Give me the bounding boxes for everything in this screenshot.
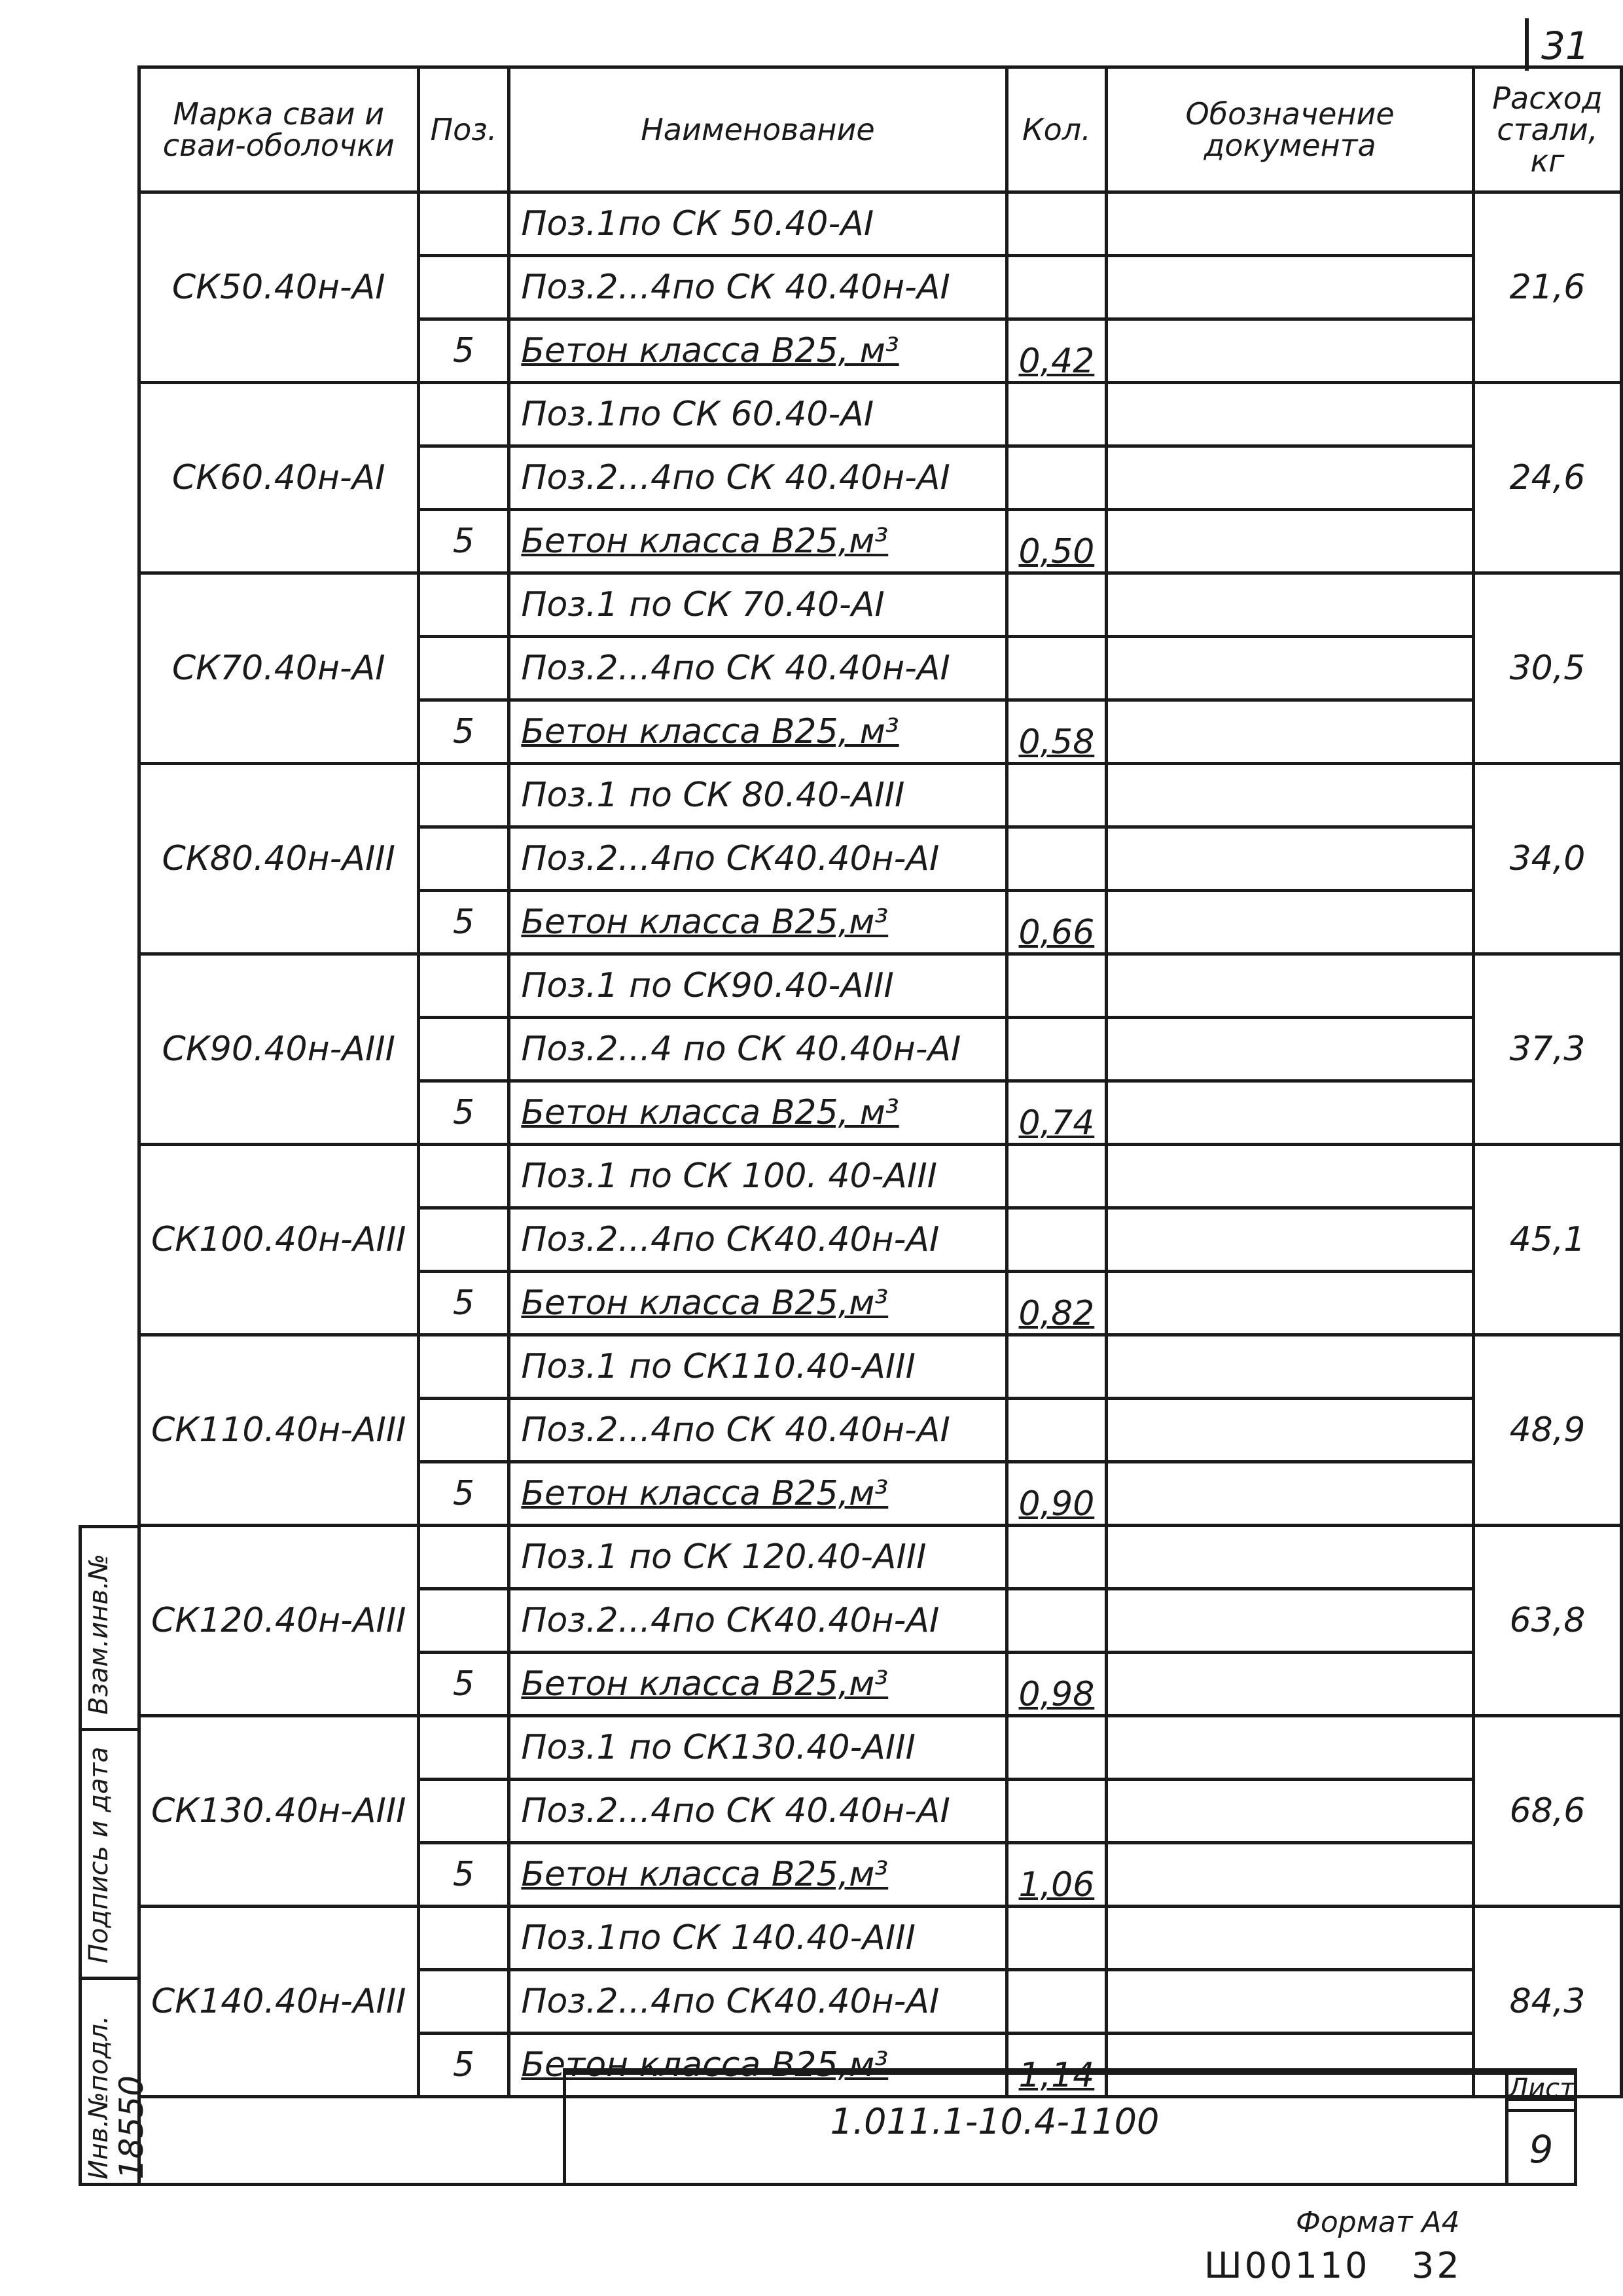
quantity-cell: 0,42	[1007, 319, 1107, 383]
header-brand: Марка сваи и сваи-оболочки	[139, 67, 419, 192]
quantity-cell	[1007, 637, 1107, 700]
document-cell	[1107, 1145, 1474, 1208]
margin-inv-label: Инв.№подл.	[84, 2015, 114, 2179]
quantity-cell	[1007, 1208, 1107, 1272]
table-row	[139, 383, 1622, 446]
document-cell	[1107, 510, 1474, 573]
quantity-cell	[1007, 1907, 1107, 1970]
position-cell: 5	[418, 1272, 509, 1335]
position-cell	[418, 383, 509, 446]
table-row	[139, 1716, 1622, 1780]
name-cell: Бетон класса В25, м³	[509, 1081, 1007, 1145]
name-cell: Поз.2...4по СК40.40н-АI	[509, 1589, 1007, 1653]
name-cell: Поз.2...4по СК 40.40н-АI	[509, 1780, 1007, 1843]
document-cell	[1107, 637, 1474, 700]
document-cell	[1107, 1081, 1474, 1145]
name-cell: Бетон класса В25,м³	[509, 1462, 1007, 1526]
pile-brand: СК120.40н-АIII	[139, 1526, 419, 1716]
position-cell	[418, 1208, 509, 1272]
name-cell: Бетон класса В25,м³	[509, 510, 1007, 573]
sheet-number-top: 31	[1541, 24, 1590, 68]
steel-consumption: 21,6	[1473, 192, 1621, 383]
quantity-cell	[1007, 1780, 1107, 1843]
document-cell	[1107, 192, 1474, 256]
pile-brand: СК140.40н-АIII	[139, 1907, 419, 2097]
position-cell: 5	[418, 2034, 509, 2097]
table-header-row	[139, 67, 1622, 192]
steel-consumption: 63,8	[1473, 1526, 1621, 1716]
pile-brand: СК90.40н-АIII	[139, 954, 419, 1145]
position-cell	[418, 827, 509, 891]
name-cell: Поз.2...4по СК40.40н-АI	[509, 827, 1007, 891]
quantity-cell	[1007, 1335, 1107, 1399]
document-cell	[1107, 573, 1474, 637]
quantity-cell: 1,06	[1007, 1843, 1107, 1907]
name-cell: Бетон класса В25,м³	[509, 1653, 1007, 1716]
quantity-cell: 0,90	[1007, 1462, 1107, 1526]
table-row	[139, 764, 1622, 827]
position-cell	[418, 1716, 509, 1780]
steel-consumption: 30,5	[1473, 573, 1621, 764]
name-cell: Поз.1 по СК 70.40-АI	[509, 573, 1007, 637]
document-cell	[1107, 954, 1474, 1018]
document-cell	[1107, 1208, 1474, 1272]
name-cell: Поз.2...4 по СК 40.40н-АI	[509, 1018, 1007, 1081]
name-cell: Бетон класса В25,м³	[509, 1843, 1007, 1907]
document-cell	[1107, 319, 1474, 383]
document-cell	[1107, 1399, 1474, 1462]
name-cell: Поз.2...4по СК 40.40н-АI	[509, 1399, 1007, 1462]
sheet-label: Лист	[1508, 2073, 1575, 2104]
position-cell: 5	[418, 510, 509, 573]
table-row	[139, 954, 1622, 1018]
quantity-cell	[1007, 1018, 1107, 1081]
position-cell: 5	[418, 891, 509, 954]
document-cell	[1107, 700, 1474, 764]
steel-consumption: 37,3	[1473, 954, 1621, 1145]
name-cell: Поз.2...4по СК40.40н-АI	[509, 1208, 1007, 1272]
paper-format: Формат А4	[1296, 2206, 1460, 2239]
document-cell	[1107, 446, 1474, 510]
quantity-cell	[1007, 446, 1107, 510]
table-row	[139, 1526, 1622, 1589]
position-cell	[418, 1335, 509, 1399]
sheet-value: 9	[1529, 2127, 1554, 2172]
quantity-cell: 0,66	[1007, 891, 1107, 954]
steel-consumption: 68,6	[1473, 1716, 1621, 1907]
header-poz: Поз.	[418, 67, 509, 192]
name-cell: Поз.1 по СК 100. 40-АIII	[509, 1145, 1007, 1208]
quantity-cell	[1007, 1716, 1107, 1780]
footer-code	[1204, 2245, 1462, 2286]
document-cell	[1107, 256, 1474, 319]
position-cell: 5	[418, 1653, 509, 1716]
document-cell	[1107, 891, 1474, 954]
name-cell: Бетон класса В25,м³	[509, 2034, 1007, 2097]
quantity-cell: 0,82	[1007, 1272, 1107, 1335]
quantity-cell: 0,58	[1007, 700, 1107, 764]
quantity-cell: 0,98	[1007, 1653, 1107, 1716]
quantity-cell	[1007, 1589, 1107, 1653]
name-cell: Бетон класса В25,м³	[509, 1272, 1007, 1335]
position-cell	[418, 1145, 509, 1208]
document-cell	[1107, 383, 1474, 446]
name-cell: Поз.1по СК 50.40-АI	[509, 192, 1007, 256]
steel-consumption: 34,0	[1473, 764, 1621, 954]
table-row	[139, 192, 1622, 256]
name-cell: Бетон класса В25,м³	[509, 891, 1007, 954]
steel-consumption: 48,9	[1473, 1335, 1621, 1526]
steel-consumption: 24,6	[1473, 383, 1621, 573]
table-row	[139, 1907, 1622, 1970]
quantity-cell	[1007, 764, 1107, 827]
position-cell	[418, 573, 509, 637]
position-cell	[418, 1589, 509, 1653]
margin-inv-number: 18550	[113, 2075, 151, 2179]
document-cell	[1107, 1589, 1474, 1653]
position-cell: 5	[418, 1081, 509, 1145]
quantity-cell: 1,14	[1007, 2034, 1107, 2097]
position-cell	[418, 1970, 509, 2034]
position-cell: 5	[418, 700, 509, 764]
document-cell	[1107, 1018, 1474, 1081]
position-cell	[418, 1018, 509, 1081]
pile-brand: СК80.40н-АIII	[139, 764, 419, 954]
header-name: Наименование	[509, 67, 1007, 192]
quantity-cell	[1007, 383, 1107, 446]
sheet-divider	[1505, 2109, 1577, 2112]
document-cell	[1107, 1970, 1474, 2034]
steel-consumption: 84,3	[1473, 1907, 1621, 2097]
position-cell: 5	[418, 1462, 509, 1526]
name-cell: Бетон класса В25, м³	[509, 700, 1007, 764]
document-code: 1.011.1-10.4-1100	[830, 2101, 1160, 2142]
name-cell: Поз.1 по СК90.40-АIII	[509, 954, 1007, 1018]
document-cell	[1107, 1272, 1474, 1335]
name-cell: Поз.1 по СК130.40-АIII	[509, 1716, 1007, 1780]
quantity-cell	[1007, 1399, 1107, 1462]
name-cell: Поз.1по СК 60.40-АI	[509, 383, 1007, 446]
name-cell: Поз.1 по СК 120.40-АIII	[509, 1526, 1007, 1589]
quantity-cell	[1007, 1526, 1107, 1589]
pile-brand: СК110.40н-АIII	[139, 1335, 419, 1526]
position-cell	[418, 1399, 509, 1462]
header-steel: Расход стали, кг	[1473, 67, 1621, 192]
name-cell: Поз.1 по СК 80.40-АIII	[509, 764, 1007, 827]
footer-number: 32	[1412, 2245, 1462, 2286]
table-row	[139, 1335, 1622, 1399]
name-cell: Поз.1по СК 140.40-АIII	[509, 1907, 1007, 1970]
steel-consumption: 45,1	[1473, 1145, 1621, 1335]
quantity-cell	[1007, 1970, 1107, 2034]
quantity-cell	[1007, 827, 1107, 891]
pile-brand: СК100.40н-АIII	[139, 1145, 419, 1335]
document-cell	[1107, 1716, 1474, 1780]
margin-podpis: Подпись и дата	[84, 1746, 114, 1964]
position-cell	[418, 637, 509, 700]
margin-divider	[79, 1977, 137, 1980]
quantity-cell: 0,50	[1007, 510, 1107, 573]
name-cell: Поз.1 по СК110.40-АIII	[509, 1335, 1007, 1399]
table-row	[139, 1145, 1622, 1208]
position-cell	[418, 192, 509, 256]
pile-brand: СК70.40н-АI	[139, 573, 419, 764]
position-cell	[418, 954, 509, 1018]
header-qty: Кол.	[1007, 67, 1107, 192]
table-row	[139, 573, 1622, 637]
quantity-cell	[1007, 256, 1107, 319]
quantity-cell	[1007, 1145, 1107, 1208]
margin-vzam: Взам.инв.№	[84, 1553, 114, 1715]
quantity-cell	[1007, 192, 1107, 256]
quantity-cell: 0,74	[1007, 1081, 1107, 1145]
position-cell	[418, 1526, 509, 1589]
header-doc: Обозначение документа	[1107, 67, 1474, 192]
quantity-cell	[1007, 954, 1107, 1018]
table-body	[139, 192, 1622, 2097]
quantity-cell	[1007, 573, 1107, 637]
position-cell: 5	[418, 319, 509, 383]
document-cell	[1107, 1843, 1474, 1907]
pile-brand: СК60.40н-АI	[139, 383, 419, 573]
specification-table	[137, 65, 1623, 2098]
position-cell	[418, 764, 509, 827]
position-cell: 5	[418, 1843, 509, 1907]
pile-brand: СК50.40н-АI	[139, 192, 419, 383]
document-cell	[1107, 1907, 1474, 1970]
position-cell	[418, 446, 509, 510]
margin-divider	[79, 1728, 137, 1731]
document-cell	[1107, 1462, 1474, 1526]
name-cell: Поз.2...4по СК 40.40н-АI	[509, 256, 1007, 319]
sheet-number-bar	[1525, 18, 1529, 71]
pile-brand: СК130.40н-АIII	[139, 1716, 419, 1907]
name-cell: Поз.2...4по СК40.40н-АI	[509, 1970, 1007, 2034]
document-cell	[1107, 1653, 1474, 1716]
document-cell	[1107, 1526, 1474, 1589]
name-cell: Поз.2...4по СК 40.40н-АI	[509, 446, 1007, 510]
document-cell	[1107, 1780, 1474, 1843]
footer-code-text: Ш00110	[1204, 2245, 1370, 2286]
document-cell	[1107, 827, 1474, 891]
position-cell	[418, 1780, 509, 1843]
name-cell: Поз.2...4по СК 40.40н-АI	[509, 637, 1007, 700]
document-cell	[1107, 1335, 1474, 1399]
position-cell	[418, 256, 509, 319]
position-cell	[418, 1907, 509, 1970]
name-cell: Бетон класса В25, м³	[509, 319, 1007, 383]
document-cell	[1107, 764, 1474, 827]
